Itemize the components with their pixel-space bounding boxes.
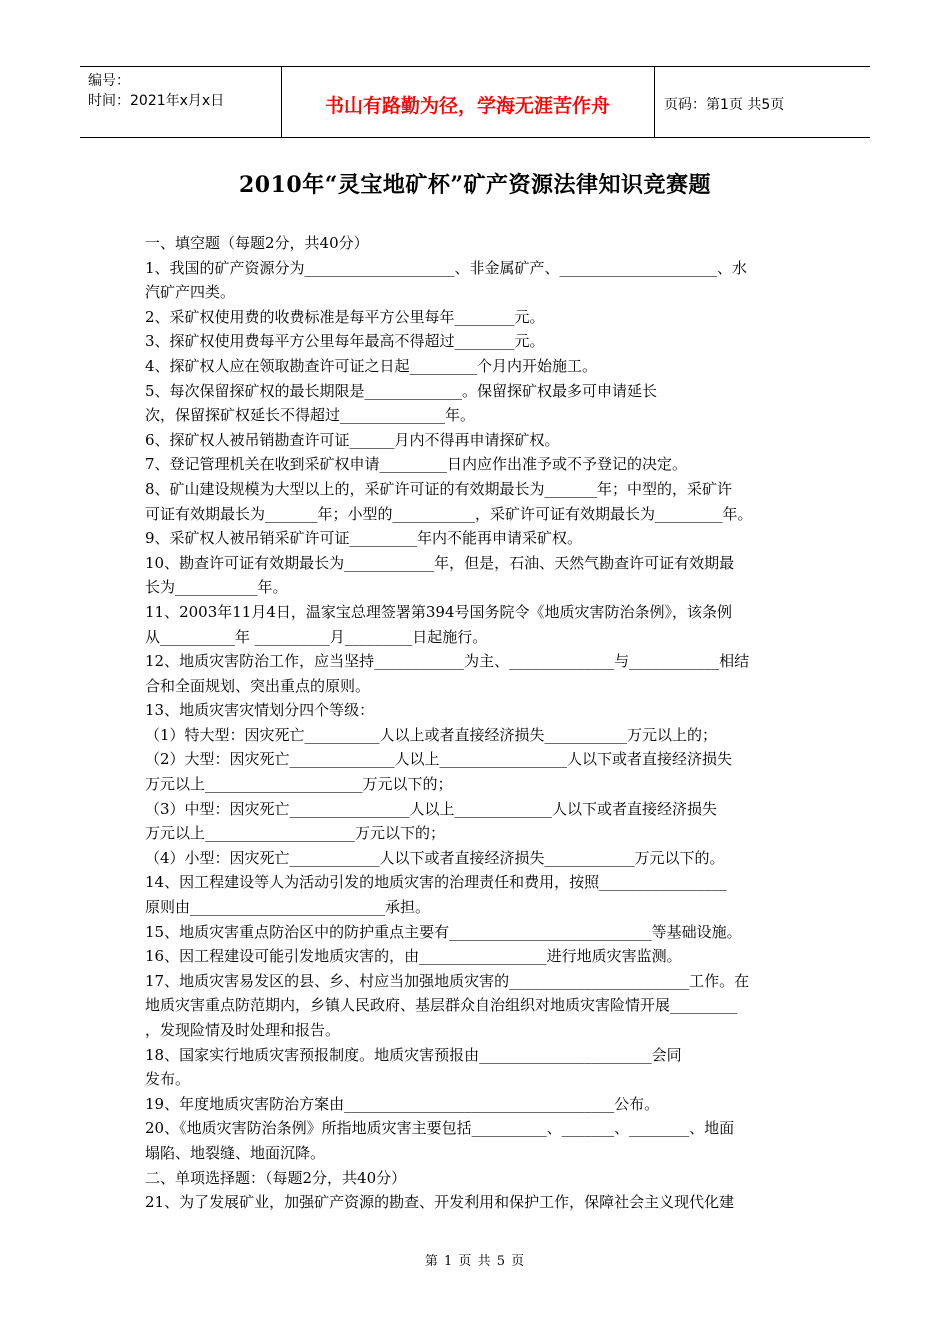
text-line: 地质灾害重点防范期内，乡镇人民政府、基层群众自治组织对地质灾害险情开展_________ [145, 996, 738, 1015]
text-line: 二、单项选择题：（每题2分，共40分） [145, 1168, 407, 1187]
text-line: 汽矿产四类。 [145, 283, 236, 302]
text-line: 长为___________年。 [145, 578, 288, 597]
text-line: 1、我国的矿产资源分为____________________、非金属矿产、_____________________、水 [145, 258, 748, 277]
text-line: 原则由__________________________承担。 [145, 898, 431, 917]
document-time-label: 时间：2021年x月x日 [88, 93, 225, 109]
text-line: 次，保留探矿权延长不得超过______________年。 [145, 406, 476, 425]
text-line: 14、因工程建设等人为活动引发的地质灾害的治理责任和费用，按照_________________ [145, 873, 727, 892]
text-line: 2、采矿权使用费的收费标准是每平方公里每年________元。 [145, 307, 545, 326]
text-line: 5、每次保留探矿权的最长期限是_____________。保留探矿权最多可申请延长 [145, 381, 658, 400]
text-line: 3、探矿权使用费每平方公里每年最高不得超过________元。 [145, 332, 545, 351]
page-footer: 第 1 页 共 5 页 [424, 1254, 526, 1269]
text-line: 6、探矿权人被吊销勘查许可证______月内不得再申请探矿权。 [145, 430, 560, 449]
text-line: 20、《地质灾害防治条例》所指地质灾害主要包括__________、_______、________、地面 [145, 1119, 735, 1138]
text-line: 合和全面规划、突出重点的原则。 [145, 676, 371, 695]
header-motto: 书山有路勤为径，学海无涯苦作舟 [324, 95, 610, 117]
text-line: 17、地质灾害易发区的县、乡、村应当加强地质灾害的________________________工作。在 [145, 971, 750, 990]
text-line: （3）中型：因灾死亡________________人以上_____________人以下或者直接经济损失 [145, 799, 718, 818]
document-number-label: 编号： [88, 73, 130, 89]
text-line: 9、采矿权人被吊销采矿许可证_________年内不能再申请采矿权。 [145, 529, 583, 548]
text-line: 18、国家实行地质灾害预报制度。地质灾害预报由_______________________会同 [145, 1045, 682, 1064]
text-line: 21、为了发展矿业，加强矿产资源的勘查、开发利用和保护工作，保障社会主义现代化建 [145, 1193, 735, 1212]
text-line: 从__________年 __________月_________日起施行。 [145, 627, 488, 646]
text-line: 可证有效期最长为_______年；小型的___________，采矿许可证有效期最长为_________年。 [145, 504, 753, 523]
question-body [145, 231, 813, 1215]
text-line: ，发现险情及时处理和报告。 [145, 1021, 341, 1039]
text-line: （1）特大型：因灾死亡__________人以上或者直接经济损失___________万元以上的； [145, 725, 718, 744]
text-line: 16、因工程建设可能引发地质灾害的，由_________________进行地质灾害监测。 [145, 947, 682, 966]
page-header [80, 66, 870, 138]
text-line: 13、地质灾害灾情划分四个等级： [145, 701, 375, 720]
text-line: 15、地质灾害重点防治区中的防护重点主要有___________________________等基础设施。 [145, 922, 742, 941]
text-line: （4）小型：因灾死亡____________人以下或者直接经济损失____________万元以下的。 [145, 848, 725, 867]
document-title: 2010年“灵宝地矿杯”矿产资源法律知识竞赛题 [238, 172, 712, 198]
text-line: 12、地质灾害防治工作，应当坚持____________为主、______________与____________相结 [145, 652, 750, 671]
text-line: 8、矿山建设规模为大型以上的，采矿许可证的有效期最长为_______年；中型的，采矿许 [145, 479, 733, 498]
text-line: 塌陷、地裂缝、地面沉降。 [145, 1143, 326, 1162]
text-line: 11、2003年11月4日，温家宝总理签署第394号国务院令《地质灾害防治条例》，该条例 [145, 602, 733, 621]
text-line: 发布。 [145, 1070, 191, 1089]
text-line: 万元以上____________________万元以下的； [145, 824, 446, 843]
header-divider [654, 67, 655, 137]
text-line: （2）大型：因灾死亡______________人以上_________________人以下或者直接经济损失 [145, 750, 733, 769]
header-meta [88, 71, 224, 111]
text-line: 万元以上_____________________万元以下的； [145, 775, 453, 794]
text-line: 4、探矿权人应在领取勘查许可证之日起_________个月内开始施工。 [145, 356, 598, 375]
header-page-code: 页码：第1页 共5页 [664, 97, 785, 113]
text-line: 10、勘查许可证有效期最长为____________年，但是，石油、天然气勘查许可证有效期最 [145, 553, 735, 572]
text-line: 一、填空题（每题2分，共40分） [145, 234, 369, 252]
text-line: 7、登记管理机关在收到采矿权申请_________日内应作出准予或不予登记的决定。 [145, 455, 688, 474]
text-line: 19、年度地质灾害防治方案由____________________________________公布。 [145, 1094, 660, 1113]
